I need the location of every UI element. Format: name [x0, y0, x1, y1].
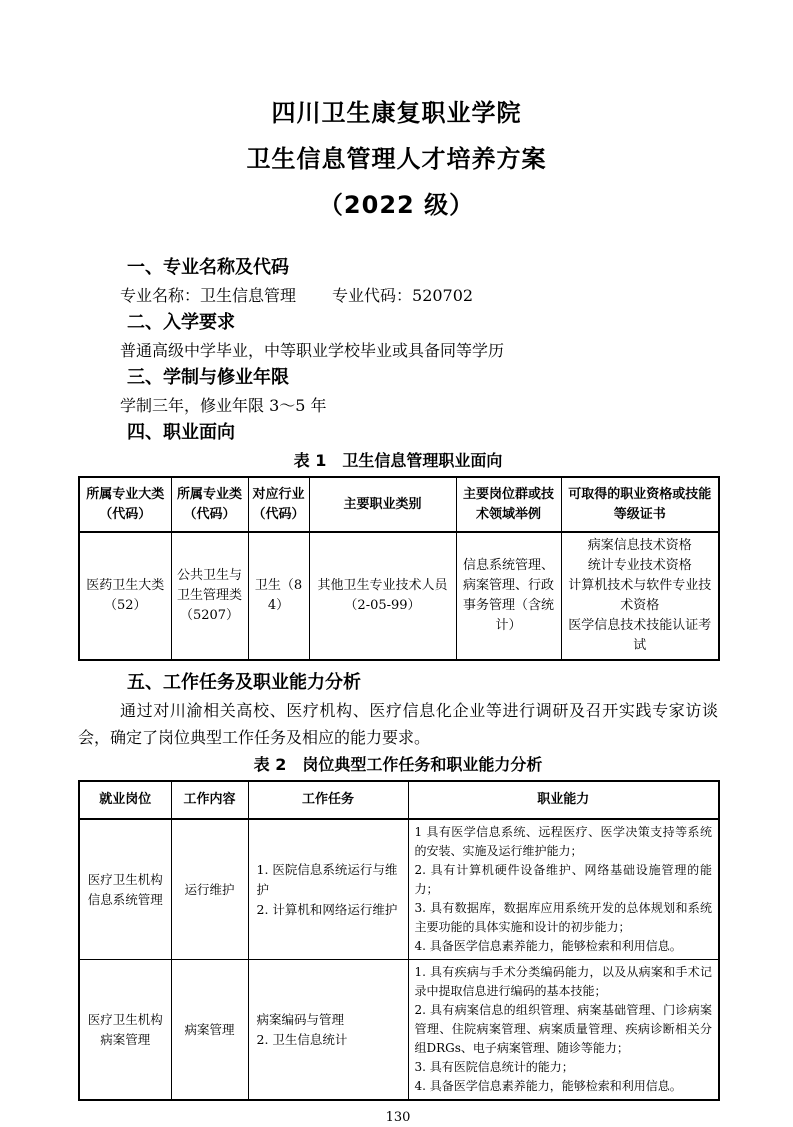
cert-item: 病案信息技术资格 [587, 538, 692, 553]
section-4-heading: 四、职业面向 [127, 422, 235, 443]
table1-header-certs: 可取得的职业资格或技能等级证书 [561, 477, 719, 532]
table2-task-ability-analysis [78, 780, 720, 1101]
ability-item: 4. 具备医学信息素养能力，能够检索和利用信息。 [414, 1079, 682, 1093]
table1-header-row [79, 477, 719, 532]
table2-header-tasks: 工作任务 [248, 781, 408, 819]
table2-cell-abilities [408, 960, 719, 1101]
table2-cell-post: 医疗卫生机构信息系统管理 [79, 819, 171, 960]
major-code-text: 专业代码：520702 [332, 286, 474, 305]
title-block [0, 0, 793, 228]
ability-item: 4. 具备医学信息素养能力，能够检索和利用信息。 [414, 939, 682, 953]
table2-caption: 表 2 岗位典型工作任务和职业能力分析 [253, 755, 543, 774]
table1-cell-major-class: 医药卫生大类（52） [79, 532, 171, 660]
ability-item: 3. 具有数据库，数据库应用系统开发的总体规划和系统主要功能的具体实施和设计的初步能力； [414, 901, 712, 934]
document-body [0, 254, 793, 1127]
table1-data-row [79, 532, 719, 660]
entry-requirements-text: 普通高级中学毕业，中等职业学校毕业或具备同等学历 [120, 341, 505, 360]
table2-cell-content: 运行维护 [171, 819, 248, 960]
table1-header-occupation: 主要职业类别 [309, 477, 456, 532]
section-1-heading: 一、专业名称及代码 [127, 257, 289, 278]
table1-caption: 表 1 卫生信息管理职业面向 [293, 451, 503, 470]
doc-title-line3: （2022 级） [318, 191, 475, 219]
section-2-heading: 二、入学要求 [127, 312, 235, 333]
table1-header-post-groups: 主要岗位群或技术领域举例 [456, 477, 561, 532]
page-number: 130 [385, 1110, 411, 1125]
table2-cell-tasks [248, 819, 408, 960]
table2-header-row [79, 781, 719, 819]
task-item: 1. 医院信息系统运行与维护 [256, 861, 398, 897]
ability-item: 1 具有医学信息系统、远程医疗、医学决策支持等系统的安装、实施及运行维护能力； [414, 825, 712, 858]
table1-cell-industry: 卫生（84） [248, 532, 309, 660]
table1-header-sub-class: 所属专业类（代码） [171, 477, 248, 532]
table2-cell-post: 医疗卫生机构病案管理 [79, 960, 171, 1101]
table2-header-post: 就业岗位 [79, 781, 171, 819]
task-item: 病案编码与管理 [256, 1011, 345, 1027]
section-5-heading: 五、工作任务及职业能力分析 [127, 672, 361, 693]
doc-title-line1: 四川卫生康复职业学院 [271, 99, 522, 127]
table2-cell-tasks [248, 960, 408, 1101]
table2-row-info-system [79, 819, 719, 960]
task-item: 2. 卫生信息统计 [256, 1031, 348, 1047]
table1-cell-sub-class: 公共卫生与卫生管理类（5207） [171, 532, 248, 660]
cert-item: 计算机技术与软件专业技术资格 [568, 578, 712, 613]
ability-item: 2. 具有病案信息的组织管理、病案基础管理、门诊病案管理、住院病案管理、病案质量管理、疾病诊断相关分组DRGs、电子病案管理、随诊等能力； [414, 1003, 712, 1055]
table1-cell-occupation: 其他卫生专业技术人员（2-05-99） [309, 532, 456, 660]
analysis-paragraph: 通过对川渝相关高校、医疗机构、医疗信息化企业等进行调研及召开实践专家访谈会，确定了岗位典型工作任务及相应的能力要求。 [78, 701, 718, 747]
section-3-heading: 三、学制与修业年限 [127, 367, 289, 388]
cert-item: 医学信息技术技能认证考试 [568, 618, 712, 653]
table1-header-major-class: 所属专业大类（代码） [79, 477, 171, 532]
task-item: 2. 计算机和网络运行维护 [256, 901, 398, 917]
schooling-years-text: 学制三年，修业年限 3～5 年 [120, 396, 327, 415]
table2-cell-content: 病案管理 [171, 960, 248, 1101]
cert-item: 统计专业技术资格 [587, 558, 692, 573]
ability-item: 1. 具有疾病与手术分类编码能力，以及从病案和手术记录中提取信息进行编码的基本技能； [414, 965, 712, 998]
ability-item: 2. 具有计算机硬件设备维护、网络基础设施管理的能力； [414, 863, 712, 896]
table2-header-abilities: 职业能力 [408, 781, 719, 819]
major-name-text: 专业名称：卫生信息管理 [120, 286, 297, 305]
table2-cell-abilities [408, 819, 719, 960]
table2-row-medical-record [79, 960, 719, 1101]
doc-title-line2: 卫生信息管理人才培养方案 [246, 145, 547, 173]
table1-cell-post-groups: 信息系统管理、病案管理、行政事务管理（含统计） [456, 532, 561, 660]
table2-header-content: 工作内容 [171, 781, 248, 819]
table1-header-industry: 对应行业（代码） [248, 477, 309, 532]
major-name-and-code-line [78, 282, 718, 309]
ability-item: 3. 具有医院信息统计的能力； [414, 1060, 574, 1074]
table1-career-orientation [78, 476, 720, 661]
table1-cell-certs [561, 532, 719, 660]
